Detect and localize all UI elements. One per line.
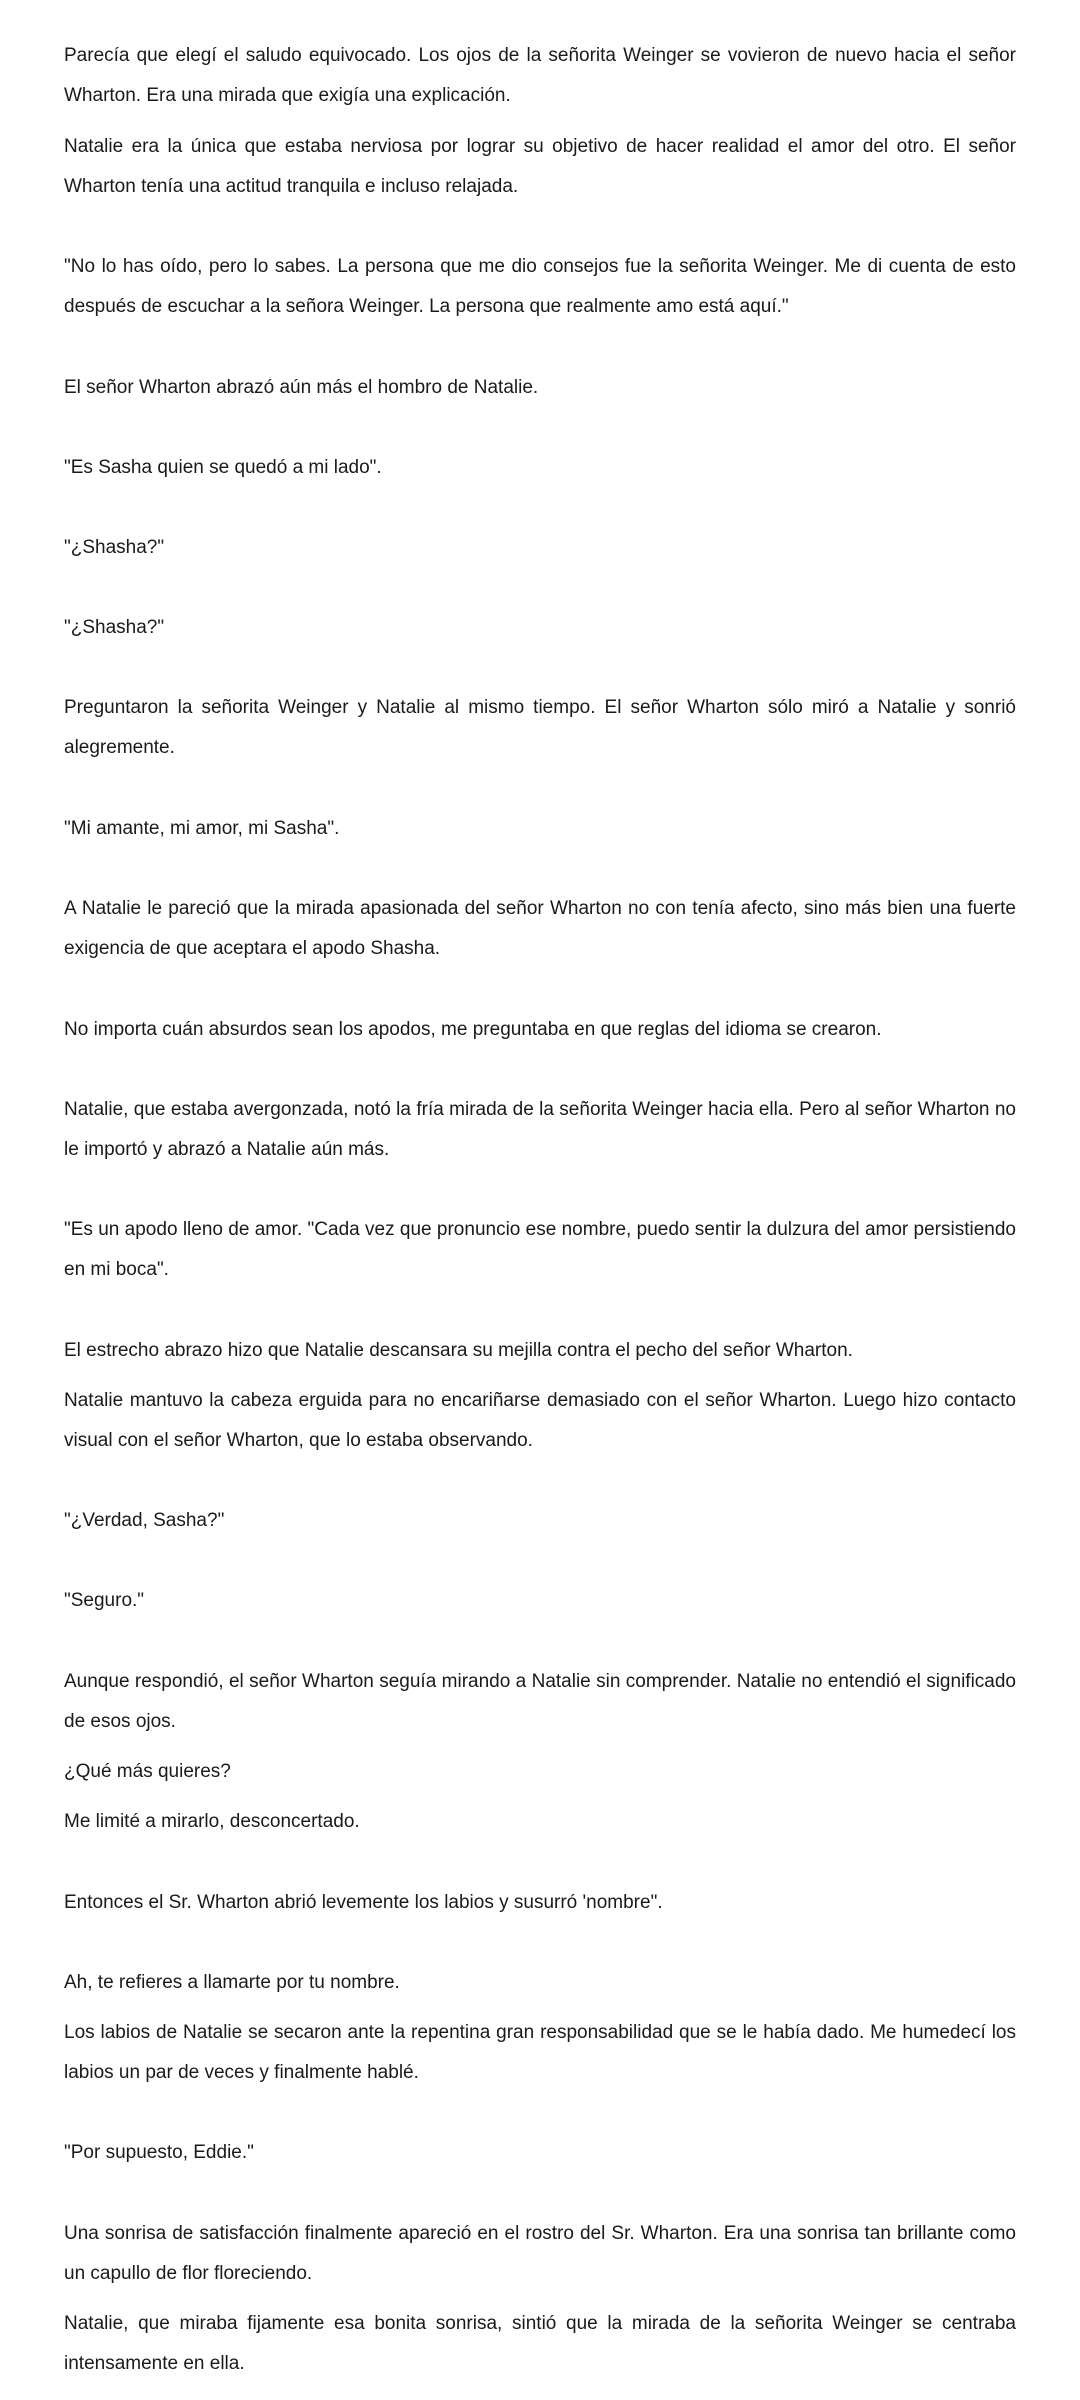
paragraph: Ah, te refieres a llamarte por tu nombre. [64,1972,400,1993]
paragraph: "Es Sasha quien se quedó a mi lado". [64,457,382,478]
paragraph: "Por supuesto, Eddie." [64,2142,254,2163]
paragraph: Parecía que elegí el saludo equivocado. Los ojos de la señorita Weinger se vovieron de nuevo hacia el señor Wharton. Era una mirada que exigía una explicación. [64,45,1016,106]
paragraph: "¿Shasha?" [64,617,165,638]
paragraph: Una sonrisa de satisfacción finalmente apareció en el rostro del Sr. Wharton. Era una sonrisa tan brillante como un capullo de flor floreciendo. [64,2223,1016,2284]
paragraph: Preguntaron la señorita Weinger y Natalie al mismo tiempo. El señor Wharton sólo miró a Natalie y sonrió alegremente. [64,697,1016,758]
paragraph: "Es un apodo lleno de amor. "Cada vez que pronuncio ese nombre, puedo sentir la dulzura del amor persistiendo en mi boca". [64,1219,1016,1280]
paragraph: "Seguro." [64,1590,145,1611]
paragraph: El estrecho abrazo hizo que Natalie descansara su mejilla contra el pecho del señor Wharton. [64,1340,853,1361]
paragraph: Natalie, que estaba avergonzada, notó la fría mirada de la señorita Weinger hacia ella. Pero al señor Wharton no le importó y abrazó a Natalie aún más. [64,1099,1016,1160]
paragraph: "¿Verdad, Sasha?" [64,1510,225,1531]
paragraph: Aunque respondió, el señor Wharton seguía mirando a Natalie sin comprender. Natalie no entendió el significado de esos ojos. [64,1671,1016,1732]
paragraph: Natalie, que miraba fijamente esa bonita sonrisa, sintió que la mirada de la señorita Weinger se centraba intensamente en ella. [64,2313,1016,2374]
paragraph: A Natalie le pareció que la mirada apasionada del señor Wharton no con tenía afecto, sino más bien una fuerte exigencia de que aceptara el apodo Shasha. [64,898,1016,959]
paragraph: Entonces el Sr. Wharton abrió levemente los labios y susurró 'nombre". [64,1892,663,1913]
paragraph: No importa cuán absurdos sean los apodos, me preguntaba en que reglas del idioma se crearon. [64,1019,882,1040]
paragraph: Los labios de Natalie se secaron ante la repentina gran responsabilidad que se le había dado. Me humedecí los labios un par de veces y finalmente hablé. [64,2022,1016,2083]
paragraph: Me limité a mirarlo, desconcertado. [64,1811,360,1832]
paragraph: El señor Wharton abrazó aún más el hombro de Natalie. [64,377,539,398]
paragraph: "No lo has oído, pero lo sabes. La persona que me dio consejos fue la señorita Weinger. Me di cuenta de esto después de escuchar a la señora Weinger. La persona que realmente amo está aquí." [64,256,1016,317]
paragraph: "¿Shasha?" [64,537,165,558]
paragraph: Natalie era la única que estaba nerviosa por lograr su objetivo de hacer realidad el amor del otro. El señor Wharton tenía una actitud tranquila e incluso relajada. [64,136,1016,197]
paragraph: "Mi amante, mi amor, mi Sasha". [64,818,340,839]
paragraph: Natalie mantuvo la cabeza erguida para no encariñarse demasiado con el señor Wharton. Luego hizo contacto visual con el señor Wharton, que lo estaba observando. [64,1390,1016,1451]
paragraph: ¿Qué más quieres? [64,1761,231,1782]
